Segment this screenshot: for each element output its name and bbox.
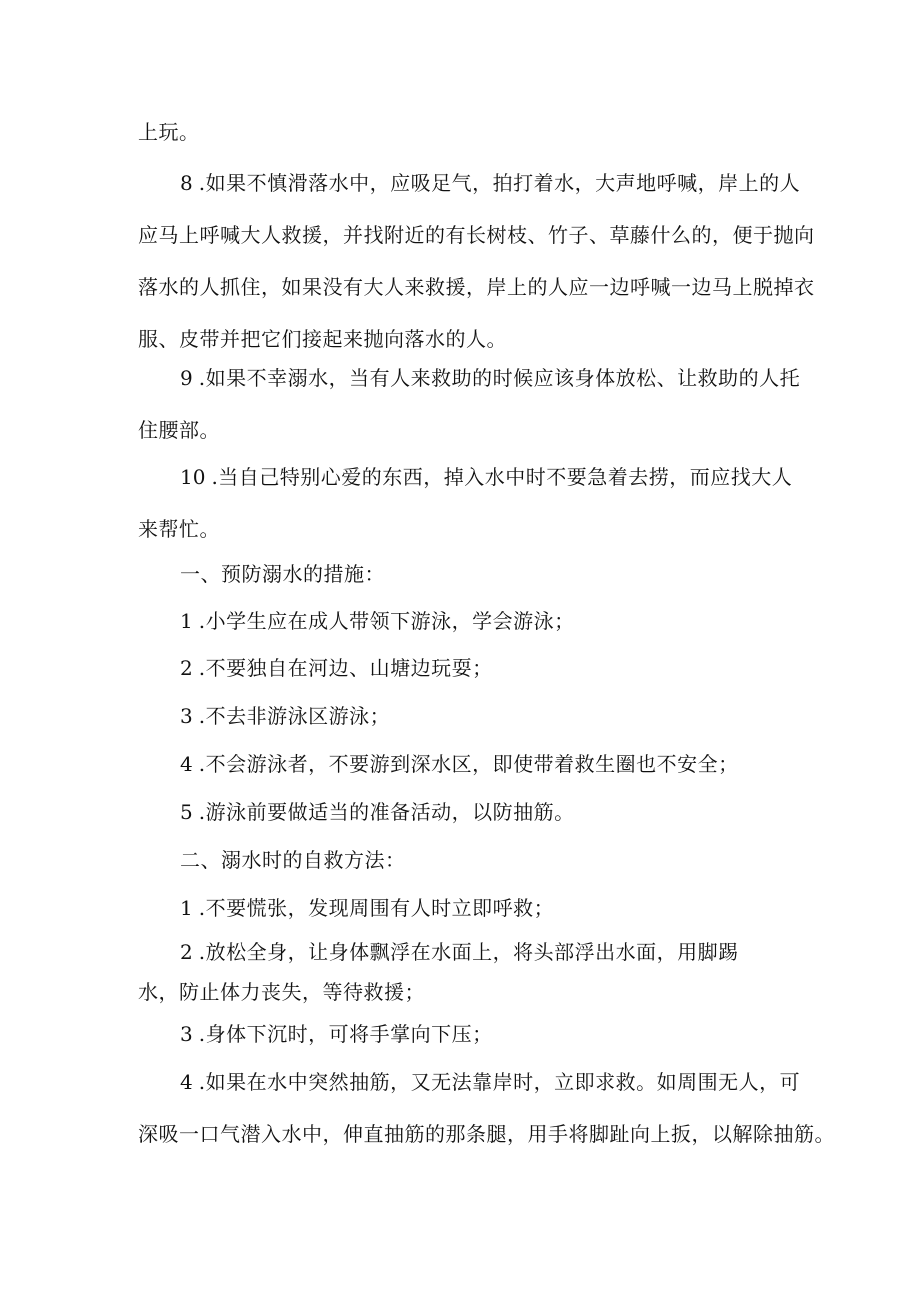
- list-item: [138, 738, 790, 790]
- section-2-list: [138, 1008, 790, 1060]
- section-2-list: [138, 932, 790, 1012]
- text-line: [138, 352, 801, 404]
- list-item: [138, 882, 790, 934]
- text-line: 落水的人抓住，如果没有大人来救援，岸上的人应一边呼喊一边马上脱掉衣: [138, 275, 815, 299]
- item-number: 4: [180, 752, 193, 776]
- item-number: 8: [180, 171, 193, 195]
- section-1-list: [138, 690, 790, 742]
- item-number: 4: [180, 1070, 193, 1094]
- text-line: 服、皮带并把它们接起来抛向落水的人。: [138, 327, 507, 351]
- paragraph-continuation: [138, 106, 790, 158]
- list-item: [138, 786, 790, 838]
- item-number: 10: [180, 465, 206, 489]
- text-line: 来帮忙。: [138, 517, 220, 541]
- paragraph-10: [138, 451, 793, 555]
- heading-text: 二、溺水时的自救方法：: [180, 848, 406, 872]
- section-1-list: [138, 786, 790, 838]
- item-text: .不要慌张，发现周围有人时立即呼救；: [198, 896, 555, 920]
- item-text: .不会游泳者，不要游到深水区，即使带着救生圈也不安全；: [198, 752, 739, 776]
- text-line: 住腰部。: [138, 418, 220, 442]
- item-text: .如果不幸溺水，当有人来救助的时候应该身体放松、让救助的人托: [198, 366, 801, 390]
- item-text: .如果不慎滑落水中，应吸足气，拍打着水，大声地呼喊，岸上的人: [198, 171, 801, 195]
- item-text: .不去非游泳区游泳；: [198, 704, 391, 728]
- item-text: .游泳前要做适当的准备活动，以防抽筋。: [198, 800, 575, 824]
- item-number: 2: [180, 656, 193, 680]
- item-number: 3: [180, 704, 193, 728]
- section-2-list: [138, 882, 790, 934]
- item-text: .不要独自在河边、山塘边玩耍；: [198, 656, 493, 680]
- section-1-list: [138, 738, 790, 790]
- item-number: 3: [180, 1022, 193, 1046]
- text-line: [138, 451, 793, 503]
- section-1-list: [138, 642, 790, 694]
- item-text: .如果在水中突然抽筋，又无法靠岸时，立即求救。如周围无人，可: [198, 1070, 801, 1094]
- list-item: [138, 1008, 790, 1060]
- item-number: 9: [180, 366, 193, 390]
- list-item: [138, 932, 790, 972]
- text-line: 水，防止体力丧失，等待救援；: [138, 980, 425, 1004]
- heading-text: 一、预防溺水的措施：: [180, 562, 385, 586]
- text-line: 深吸一口气潜入水中，伸直抽筋的那条腿，用手将脚趾向上扳，以解除抽筋。: [138, 1122, 835, 1146]
- text-line: [138, 157, 801, 209]
- section-2-heading: [138, 834, 790, 886]
- item-text: .放松全身，让身体飘浮在水面上，将头部浮出水面，用脚踢: [198, 940, 739, 964]
- item-text: .小学生应在成人带领下游泳，学会游泳；: [198, 609, 575, 633]
- section-1-list: [138, 595, 790, 647]
- list-item: [138, 1056, 801, 1108]
- list-item: [138, 595, 790, 647]
- text-line: 应马上呼喊大人救援，并找附近的有长树枝、竹子、草藤什么的，便于抛向: [138, 223, 815, 247]
- section-2-list: [138, 1056, 835, 1160]
- paragraph-9: [138, 352, 801, 456]
- list-item: [138, 642, 790, 694]
- list-item: [138, 690, 790, 742]
- item-text: .身体下沉时，可将手掌向下压；: [198, 1022, 493, 1046]
- paragraph-8: [138, 157, 815, 365]
- text-line: 上玩。: [138, 120, 200, 144]
- item-number: 1: [180, 609, 193, 633]
- item-text: .当自己特别心爱的东西，掉入水中时不要急着去捞，而应找大人: [211, 465, 793, 489]
- item-number: 2: [180, 940, 193, 964]
- item-number: 1: [180, 896, 193, 920]
- section-1-heading: [138, 548, 790, 600]
- item-number: 5: [180, 800, 193, 824]
